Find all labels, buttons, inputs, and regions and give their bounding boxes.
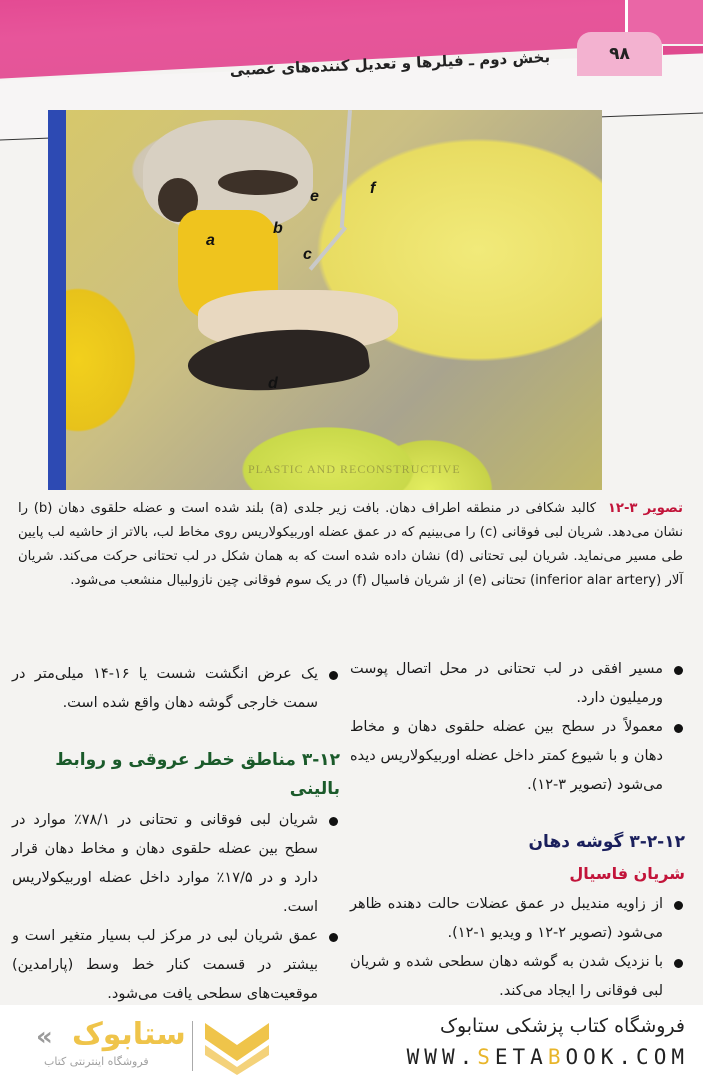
store-name: فروشگاه کتاب پزشکی ستابوک bbox=[439, 1015, 685, 1037]
url-part: ETA bbox=[494, 1045, 548, 1069]
brand-wordmark: ستابوک bbox=[72, 1017, 186, 1052]
figure-caption-label: تصویر ۳-۱۲ bbox=[607, 501, 683, 516]
bullet-item: معمولاً در سطح بین عضله حلقوی دهان و مخاط دهان و با شیوع کمتر داخل عضله اوربیکولاریس دیده می‌شود (تصویر ۳-۱۲). bbox=[350, 713, 685, 800]
url-part-highlight: B bbox=[547, 1045, 566, 1069]
figure-watermark: PLASTIC AND RECONSTRUCTIVE bbox=[248, 462, 461, 476]
setabook-chevron-icon bbox=[205, 1019, 269, 1075]
bullet-item: یک عرض انگشت شست یا ۱۶-۱۴ میلی‌متر در سمت خارجی گوشه دهان واقع شده است. bbox=[12, 660, 340, 718]
drape bbox=[48, 110, 66, 490]
figure-label-e: e bbox=[310, 188, 319, 205]
bullet-item: عمق شریان لبی در مرکز لب بسیار متغیر است و بیشتر در قسمت کنار خط وسط (پارامدین) موقعیت‌های سطحی یافت می‌شود. bbox=[12, 922, 340, 1009]
page-number: ۹۸ bbox=[609, 44, 630, 64]
section-heading: ۳-۲-۱۲ گوشه دهان bbox=[528, 832, 685, 852]
logo-divider bbox=[192, 1021, 193, 1071]
url-part: WWW. bbox=[406, 1045, 478, 1069]
left-column bbox=[12, 660, 340, 1009]
store-url[interactable] bbox=[407, 1045, 689, 1069]
url-part: OOK.COM bbox=[565, 1045, 689, 1069]
double-chevron-icon: « bbox=[36, 1022, 53, 1052]
url-part-highlight: S bbox=[477, 1045, 495, 1069]
bullet-item: شریان لبی فوقانی و تحتانی در ۷۸/۱٪ موارد در سطح بین عضله حلقوی دهان و مخاط دهان قرار دارد و در ۱۷/۵٪ موارد داخل عضله اوربیکولاریس است. bbox=[12, 806, 340, 922]
nostril bbox=[218, 170, 298, 195]
figure-caption bbox=[18, 497, 683, 593]
figure-label-f: f bbox=[370, 180, 376, 197]
figure-label-d: d bbox=[268, 375, 278, 392]
figure-label-b: b bbox=[273, 220, 283, 237]
figure-label-a: a bbox=[206, 232, 215, 249]
figure-label-c: c bbox=[303, 246, 312, 263]
dissection-figure bbox=[48, 110, 602, 490]
bullet-item: مسیر افقی در لب تحتانی در محل اتصال پوست ورمیلیون دارد. bbox=[350, 655, 685, 713]
figure-caption-text: کالبد شکافی در منطقه اطراف دهان. بافت زیر جلدی (a) بلند شده است و عضله حلقوی دهان (b) را نشان می‌دهد. شریان لبی فوقانی (c) را می‌بینیم که در عمق عضله اوربیکولاریس روی مخاط لب، بالاتر از حاشیه لب پایین طی مسیر می‌نماید. شریان لبی تحتانی (d) نشان داده شده است که به همان شکل در لب تحتانی حرکت می‌کند. شریان آلار (inferior alar artery) تحتانی (e) از شریان فاسیال (f) در یک سوم فوقانی چین نازولبیال منشعب می‌شود. bbox=[18, 501, 683, 588]
running-title: بخش دوم ـ فیلرها و تعدیل کننده‌های عصبی bbox=[229, 48, 551, 80]
probe bbox=[340, 110, 352, 228]
bullet-item: از زاویه مندیبل در عمق عضلات حالت دهنده ظاهر می‌شود (تصویر ۲-۱۲ و ویدیو ۱-۱۲). bbox=[350, 890, 685, 948]
brand-tagline: فروشگاه اینترنتی کتاب bbox=[44, 1055, 149, 1068]
bullet-item: با نزدیک شدن به گوشه دهان سطحی شده و شریان لبی فوقانی را ایجاد می‌کند. bbox=[350, 948, 685, 1006]
page-number-tab bbox=[577, 32, 662, 76]
store-footer bbox=[0, 1005, 703, 1080]
section-heading: ۳-۱۲ مناطق خطر عروقی و روابط بالینی bbox=[55, 750, 340, 799]
right-column bbox=[350, 655, 685, 1006]
probe-tip bbox=[309, 226, 347, 271]
subsection-heading: شریان فاسیال bbox=[569, 864, 685, 883]
